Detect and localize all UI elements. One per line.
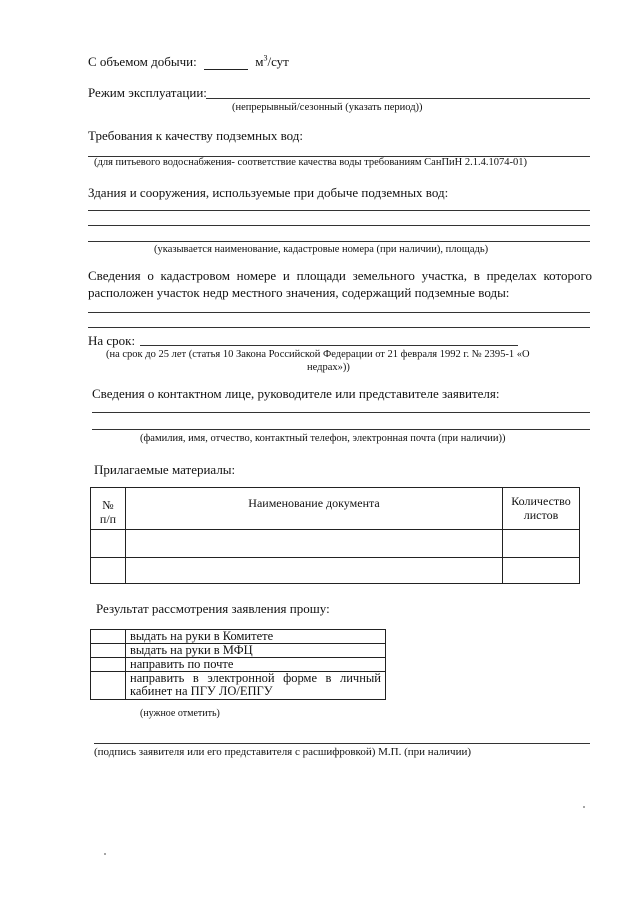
- table-cell-name[interactable]: [126, 558, 503, 584]
- result-option-checkbox[interactable]: [91, 658, 126, 672]
- table-cell-num[interactable]: [91, 530, 126, 558]
- buildings-hint: (указывается наименование, кадастровые номера (при наличии), площадь): [154, 244, 489, 255]
- result-option-checkbox[interactable]: [91, 630, 126, 644]
- contact-label: Сведения о контактном лице, руководителе или представителе заявителя:: [92, 386, 500, 401]
- result-option-label: направить по почте: [126, 658, 386, 672]
- volume-input[interactable]: [204, 54, 248, 70]
- term-label: На срок:: [88, 333, 136, 348]
- contact-input-line-2[interactable]: [92, 429, 590, 430]
- materials-table: [90, 487, 580, 584]
- materials-header-count-2: листов: [523, 508, 559, 522]
- quality-label: Требования к качеству подземных вод:: [88, 128, 304, 143]
- result-option-label: направить в электронной форме в личный кабинет на ПГУ ЛО/ЕПГУ: [126, 672, 386, 700]
- mode-input-line[interactable]: [206, 98, 590, 99]
- cadastre-line-2: расположен участок недр местного значения, содержащий подземные воды:: [88, 285, 510, 300]
- table-row: [91, 558, 580, 584]
- result-option-label: выдать на руки в МФЦ: [126, 644, 386, 658]
- result-hint: (нужное отметить): [140, 708, 220, 719]
- volume-unit-sup: 3: [263, 53, 268, 63]
- result-option-row[interactable]: [91, 644, 386, 658]
- materials-header-num-1: №: [102, 498, 114, 512]
- table-row: [91, 530, 580, 558]
- materials-header-num: [91, 488, 126, 530]
- contact-input-line-1[interactable]: [92, 412, 590, 413]
- result-option-checkbox[interactable]: [91, 672, 126, 700]
- signature-input-line[interactable]: [94, 743, 590, 744]
- materials-header-count-1: Количество: [511, 494, 571, 508]
- scan-speck: [583, 806, 585, 808]
- term-hint-1: (на срок до 25 лет (статья 10 Закона Российской Федерации от 21 февраля 1992 г. № 2395-1 «О: [106, 349, 530, 360]
- result-option-checkbox[interactable]: [91, 644, 126, 658]
- term-input-line[interactable]: [140, 345, 518, 346]
- result-option-label: выдать на руки в Комитете: [126, 630, 386, 644]
- volume-line: [88, 54, 289, 70]
- result-option-row[interactable]: [91, 672, 386, 700]
- materials-label: Прилагаемые материалы:: [94, 462, 236, 477]
- cadastre-input-line-1[interactable]: [88, 312, 590, 313]
- volume-unit: м: [255, 54, 264, 69]
- signature-hint: (подпись заявителя или его представителя с расшифровкой) М.П. (при наличии): [94, 746, 472, 758]
- quality-hint: (для питьевого водоснабжения- соответствие качества воды требованиям СанПиН 2.1.4.1074-01): [94, 157, 527, 168]
- mode-hint: (непрерывный/сезонный (указать период)): [232, 102, 423, 113]
- materials-header-count: [503, 488, 580, 530]
- result-option-row[interactable]: [91, 658, 386, 672]
- cadastre-input-line-2[interactable]: [88, 327, 590, 328]
- scan-speck: [104, 853, 106, 855]
- volume-label: С объемом добычи:: [88, 54, 197, 69]
- table-cell-count[interactable]: [503, 558, 580, 584]
- cadastre-line-1: Сведения о кадастровом номере и площади земельного участка, в пределах которого: [88, 268, 592, 283]
- mode-label: Режим эксплуатации:: [88, 85, 207, 100]
- term-hint-2: недрах»)): [307, 362, 350, 373]
- result-label: Результат рассмотрения заявления прошу:: [96, 601, 330, 616]
- table-cell-name[interactable]: [126, 530, 503, 558]
- table-cell-count[interactable]: [503, 530, 580, 558]
- materials-header-row: [91, 488, 580, 530]
- buildings-input-line-1[interactable]: [88, 210, 590, 211]
- buildings-input-line-2[interactable]: [88, 225, 590, 226]
- buildings-input-line-3[interactable]: [88, 241, 590, 242]
- contact-hint: (фамилия, имя, отчество, контактный телефон, электронная почта (при наличии)): [140, 433, 506, 444]
- result-option-row[interactable]: [91, 630, 386, 644]
- table-cell-num[interactable]: [91, 558, 126, 584]
- buildings-label: Здания и сооружения, используемые при добыче подземных вод:: [88, 185, 449, 200]
- volume-unit-suffix: /сут: [267, 54, 289, 69]
- materials-header-name-text: Наименование документа: [248, 496, 380, 510]
- result-options-table: [90, 629, 386, 700]
- materials-header-num-2: п/п: [99, 512, 117, 526]
- materials-header-name: [126, 488, 503, 530]
